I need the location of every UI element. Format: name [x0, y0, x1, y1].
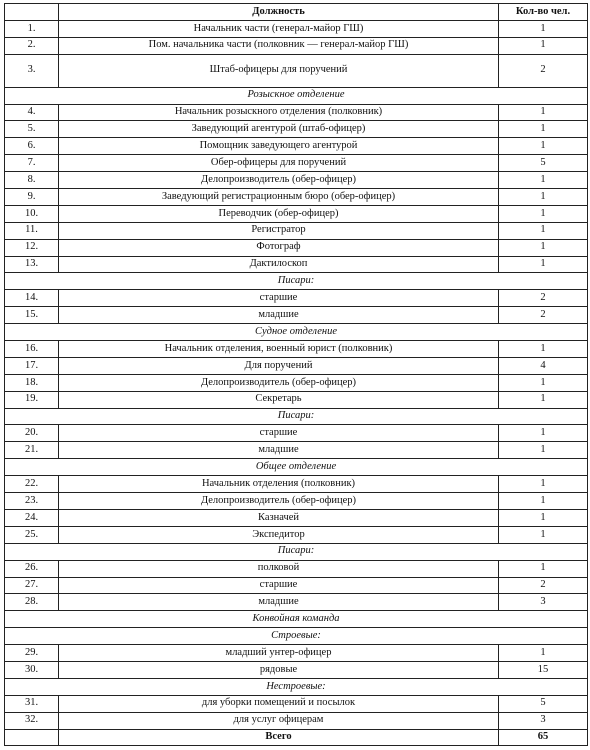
row-count: 1 — [499, 37, 588, 54]
row-count: 1 — [499, 442, 588, 459]
row-count: 2 — [499, 290, 588, 307]
total-number-cell — [5, 729, 59, 746]
row-number: 14. — [5, 290, 59, 307]
row-position: рядовые — [59, 661, 499, 678]
row-number: 16. — [5, 341, 59, 358]
table-row — [5, 425, 588, 442]
row-number: 2. — [5, 37, 59, 54]
row-number: 19. — [5, 391, 59, 408]
row-count: 1 — [499, 222, 588, 239]
row-number: 9. — [5, 189, 59, 206]
row-number: 20. — [5, 425, 59, 442]
row-count: 5 — [499, 695, 588, 712]
row-position: Начальник отделения, военный юрист (полковник) — [59, 341, 499, 358]
row-number: 23. — [5, 493, 59, 510]
table-row — [5, 205, 588, 222]
total-label: Всего — [59, 729, 499, 746]
total-row — [5, 729, 588, 746]
table-row — [5, 172, 588, 189]
row-number: 24. — [5, 509, 59, 526]
table-row — [5, 712, 588, 729]
table-row — [5, 155, 588, 172]
table-row — [5, 222, 588, 239]
row-count: 1 — [499, 172, 588, 189]
header-number-cell — [5, 4, 59, 21]
row-number: 25. — [5, 526, 59, 543]
row-position: младшие — [59, 442, 499, 459]
row-number: 29. — [5, 645, 59, 662]
section-title: Писари: — [5, 273, 588, 290]
section-row — [5, 273, 588, 290]
row-number: 6. — [5, 138, 59, 155]
row-count: 1 — [499, 189, 588, 206]
row-number: 17. — [5, 357, 59, 374]
row-number: 26. — [5, 560, 59, 577]
row-position: Секретарь — [59, 391, 499, 408]
row-count: 1 — [499, 138, 588, 155]
row-number: 7. — [5, 155, 59, 172]
row-number: 12. — [5, 239, 59, 256]
row-position: для услуг офицерам — [59, 712, 499, 729]
row-position: Регистратор — [59, 222, 499, 239]
row-position: Экспедитор — [59, 526, 499, 543]
table-row — [5, 20, 588, 37]
row-count: 3 — [499, 712, 588, 729]
section-row — [5, 408, 588, 425]
table-row — [5, 594, 588, 611]
row-number: 28. — [5, 594, 59, 611]
section-title: Розыскное отделение — [5, 87, 588, 104]
section-row — [5, 628, 588, 645]
row-position: старшие — [59, 577, 499, 594]
table-row — [5, 104, 588, 121]
row-position: Делопроизводитель (обер-офицер) — [59, 493, 499, 510]
row-position: старшие — [59, 290, 499, 307]
table-row — [5, 442, 588, 459]
row-number: 1. — [5, 20, 59, 37]
row-position: Пом. начальника части (полковник — генерал-майор ГШ) — [59, 37, 499, 54]
row-number: 15. — [5, 307, 59, 324]
table-row — [5, 138, 588, 155]
row-count: 1 — [499, 509, 588, 526]
row-count: 1 — [499, 526, 588, 543]
row-position: Помощник заведующего агентурой — [59, 138, 499, 155]
section-row — [5, 543, 588, 560]
row-count: 1 — [499, 256, 588, 273]
table-row — [5, 476, 588, 493]
row-count: 1 — [499, 341, 588, 358]
row-position: для уборки помещений и посылок — [59, 695, 499, 712]
table-row — [5, 54, 588, 87]
row-position: полковой — [59, 560, 499, 577]
section-title: Нестроевые: — [5, 678, 588, 695]
row-count: 4 — [499, 357, 588, 374]
section-row — [5, 678, 588, 695]
row-position: младшие — [59, 307, 499, 324]
row-number: 31. — [5, 695, 59, 712]
row-count: 15 — [499, 661, 588, 678]
section-title: Строевые: — [5, 628, 588, 645]
row-number: 30. — [5, 661, 59, 678]
row-count: 1 — [499, 205, 588, 222]
row-count: 1 — [499, 476, 588, 493]
table-row — [5, 307, 588, 324]
section-title: Конвойная команда — [5, 611, 588, 628]
row-position: Делопроизводитель (обер-офицер) — [59, 172, 499, 189]
row-number: 22. — [5, 476, 59, 493]
header-position: Должность — [59, 4, 499, 21]
table-row — [5, 341, 588, 358]
row-count: 1 — [499, 425, 588, 442]
staff-table — [4, 3, 588, 746]
row-count: 2 — [499, 54, 588, 87]
row-number: 32. — [5, 712, 59, 729]
section-title: Общее отделение — [5, 459, 588, 476]
row-number: 27. — [5, 577, 59, 594]
row-position: Для поручений — [59, 357, 499, 374]
row-count: 1 — [499, 645, 588, 662]
table-row — [5, 391, 588, 408]
row-count: 1 — [499, 493, 588, 510]
row-number: 3. — [5, 54, 59, 87]
row-number: 4. — [5, 104, 59, 121]
row-count: 1 — [499, 104, 588, 121]
row-position: Начальник части (генерал-майор ГШ) — [59, 20, 499, 37]
row-position: старшие — [59, 425, 499, 442]
row-number: 5. — [5, 121, 59, 138]
row-position: Начальник отделения (полковник) — [59, 476, 499, 493]
table-row — [5, 189, 588, 206]
row-position: Делопроизводитель (обер-офицер) — [59, 374, 499, 391]
total-count: 65 — [499, 729, 588, 746]
row-count: 2 — [499, 307, 588, 324]
row-position: Начальник розыскного отделения (полковник) — [59, 104, 499, 121]
section-row — [5, 611, 588, 628]
table-row — [5, 290, 588, 307]
section-title: Судное отделение — [5, 324, 588, 341]
section-row — [5, 87, 588, 104]
row-position: Заведующий регистрационным бюро (обер-офицер) — [59, 189, 499, 206]
row-position: Штаб-офицеры для поручений — [59, 54, 499, 87]
row-number: 13. — [5, 256, 59, 273]
row-count: 1 — [499, 560, 588, 577]
table-row — [5, 560, 588, 577]
table-row — [5, 239, 588, 256]
table-row — [5, 645, 588, 662]
row-count: 1 — [499, 20, 588, 37]
row-count: 1 — [499, 391, 588, 408]
table-row — [5, 493, 588, 510]
row-count: 1 — [499, 239, 588, 256]
row-position: Обер-офицеры для поручений — [59, 155, 499, 172]
row-position: Дактилоскоп — [59, 256, 499, 273]
row-position: Фотограф — [59, 239, 499, 256]
row-position: Казначей — [59, 509, 499, 526]
row-count: 2 — [499, 577, 588, 594]
row-number: 21. — [5, 442, 59, 459]
table-row — [5, 509, 588, 526]
row-position: Заведующий агентурой (штаб-офицер) — [59, 121, 499, 138]
row-count: 1 — [499, 374, 588, 391]
table-row — [5, 695, 588, 712]
table-row — [5, 357, 588, 374]
table-row — [5, 526, 588, 543]
row-number: 10. — [5, 205, 59, 222]
table-row — [5, 121, 588, 138]
header-count: Кол-во чел. — [499, 4, 588, 21]
row-count: 5 — [499, 155, 588, 172]
table-row — [5, 661, 588, 678]
row-position: Переводчик (обер-офицер) — [59, 205, 499, 222]
section-title: Писари: — [5, 543, 588, 560]
row-position: младшие — [59, 594, 499, 611]
row-number: 8. — [5, 172, 59, 189]
section-row — [5, 324, 588, 341]
table-row — [5, 374, 588, 391]
table-row — [5, 577, 588, 594]
table-row — [5, 37, 588, 54]
row-number: 11. — [5, 222, 59, 239]
section-title: Писари: — [5, 408, 588, 425]
section-row — [5, 459, 588, 476]
row-count: 3 — [499, 594, 588, 611]
table-row — [5, 256, 588, 273]
table-body — [5, 20, 588, 729]
row-count: 1 — [499, 121, 588, 138]
row-position: младший унтер-офицер — [59, 645, 499, 662]
row-number: 18. — [5, 374, 59, 391]
table-header-row — [5, 4, 588, 21]
